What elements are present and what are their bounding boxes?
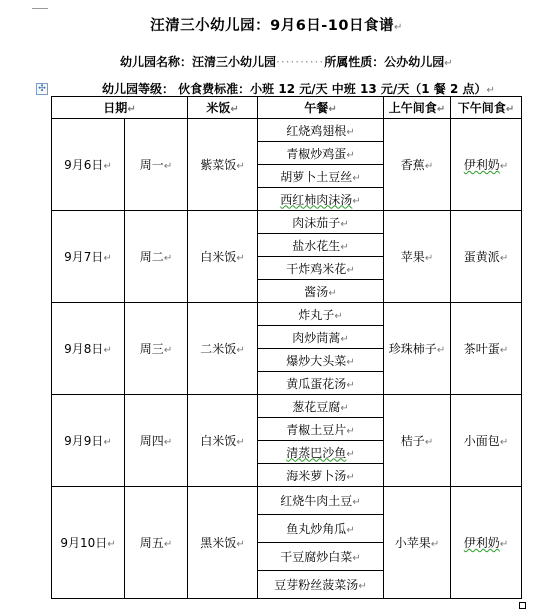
header-lunch: 午餐↵ (258, 97, 384, 119)
dish-cell: 清蒸巴沙鱼↵ (258, 441, 384, 464)
date-cell: 9月9日↵ (52, 395, 125, 487)
table-row (52, 303, 522, 326)
pm-snack-cell: 茶叶蛋↵ (451, 303, 522, 395)
rice-cell: 黑米饭↵ (188, 487, 258, 599)
ownership-value: 公办幼儿园 (384, 55, 445, 69)
dish-cell: 炸丸子↵ (258, 303, 384, 326)
rice-cell: 白米饭↵ (188, 211, 258, 303)
dish-cell: 青椒炒鸡蛋↵ (258, 142, 384, 165)
am-snack-cell: 香蕉↵ (384, 119, 451, 211)
pm-snack-cell: 伊利奶↵ (451, 119, 522, 211)
header-rice: 米饭↵ (188, 97, 258, 119)
weekly-menu-table (51, 96, 522, 599)
table-row (52, 487, 522, 515)
dish-cell: 干炸鸡米花↵ (258, 257, 384, 280)
weekday-cell: 周一↵ (125, 119, 188, 211)
pm-snack-cell: 蛋黄派↵ (451, 211, 522, 303)
kindergarten-info-line: 幼儿园名称：汪清三小幼儿园··········所属性质：公办幼儿园↵ (120, 55, 453, 69)
page-title: 汪清三小幼儿园：9月6日-10日食谱↵ (150, 18, 403, 34)
dish-cell: 青椒土豆片↵ (258, 418, 384, 441)
table-resize-handle[interactable] (519, 602, 526, 609)
table-row (52, 211, 522, 234)
date-cell: 9月10日↵ (52, 487, 125, 599)
table-header-row (52, 97, 522, 119)
page-corner-mark (32, 0, 48, 9)
fee-standard-line: 幼儿园等级： 伙食费标准：小班 12 元/天 中班 13 元/天（1 餐 2 点）↵ (102, 82, 495, 96)
dish-cell: 肉沫茄子↵ (258, 211, 384, 234)
date-cell: 9月8日↵ (52, 303, 125, 395)
dish-cell: 爆炒大头菜↵ (258, 349, 384, 372)
date-cell: 9月6日↵ (52, 119, 125, 211)
header-am-snack: 上午间食↵ (384, 97, 451, 119)
dish-cell: 红烧鸡翅根↵ (258, 119, 384, 142)
am-snack-cell: 小苹果↵ (384, 487, 451, 599)
am-snack-cell: 桔子↵ (384, 395, 451, 487)
dish-cell: 酱汤↵ (258, 280, 384, 303)
weekday-cell: 周三↵ (125, 303, 188, 395)
dish-cell: 盐水花生↵ (258, 234, 384, 257)
dish-cell: 海米萝卜汤↵ (258, 464, 384, 487)
table-row (52, 395, 522, 418)
pm-snack-cell: 伊利奶↵ (451, 487, 522, 599)
dish-cell: 红烧牛肉土豆↵ (258, 487, 384, 515)
dish-cell: 西红柿肉沫汤↵ (258, 188, 384, 211)
table-row (52, 119, 522, 142)
rice-cell: 二米饭↵ (188, 303, 258, 395)
weekday-cell: 周四↵ (125, 395, 188, 487)
dish-cell: 胡萝卜土豆丝↵ (258, 165, 384, 188)
dish-cell: 豆芽粉丝菠菜汤↵ (258, 571, 384, 599)
rice-cell: 白米饭↵ (188, 395, 258, 487)
header-pm-snack: 下午间食↵ (451, 97, 522, 119)
am-snack-cell: 珍珠柿子↵ (384, 303, 451, 395)
weekday-cell: 周五↵ (125, 487, 188, 599)
dish-cell: 肉炒茼蒿↵ (258, 326, 384, 349)
date-cell: 9月7日↵ (52, 211, 125, 303)
weekday-cell: 周二↵ (125, 211, 188, 303)
table-move-handle[interactable]: ✣ (36, 83, 48, 95)
kindergarten-name: 汪清三小幼儿园 (192, 55, 277, 69)
dish-cell: 鱼丸炒角瓜↵ (258, 515, 384, 543)
rice-cell: 紫菜饭↵ (188, 119, 258, 211)
kindergarten-name-label: 幼儿园名称： (120, 55, 193, 69)
dish-cell: 干豆腐炒白菜↵ (258, 543, 384, 571)
header-date: 日期↵ (52, 97, 188, 119)
am-snack-cell: 苹果↵ (384, 211, 451, 303)
pm-snack-cell: 小面包↵ (451, 395, 522, 487)
ownership-label: 所属性质： (324, 55, 385, 69)
dish-cell: 黄瓜蛋花汤↵ (258, 372, 384, 395)
dish-cell: 葱花豆腐↵ (258, 395, 384, 418)
